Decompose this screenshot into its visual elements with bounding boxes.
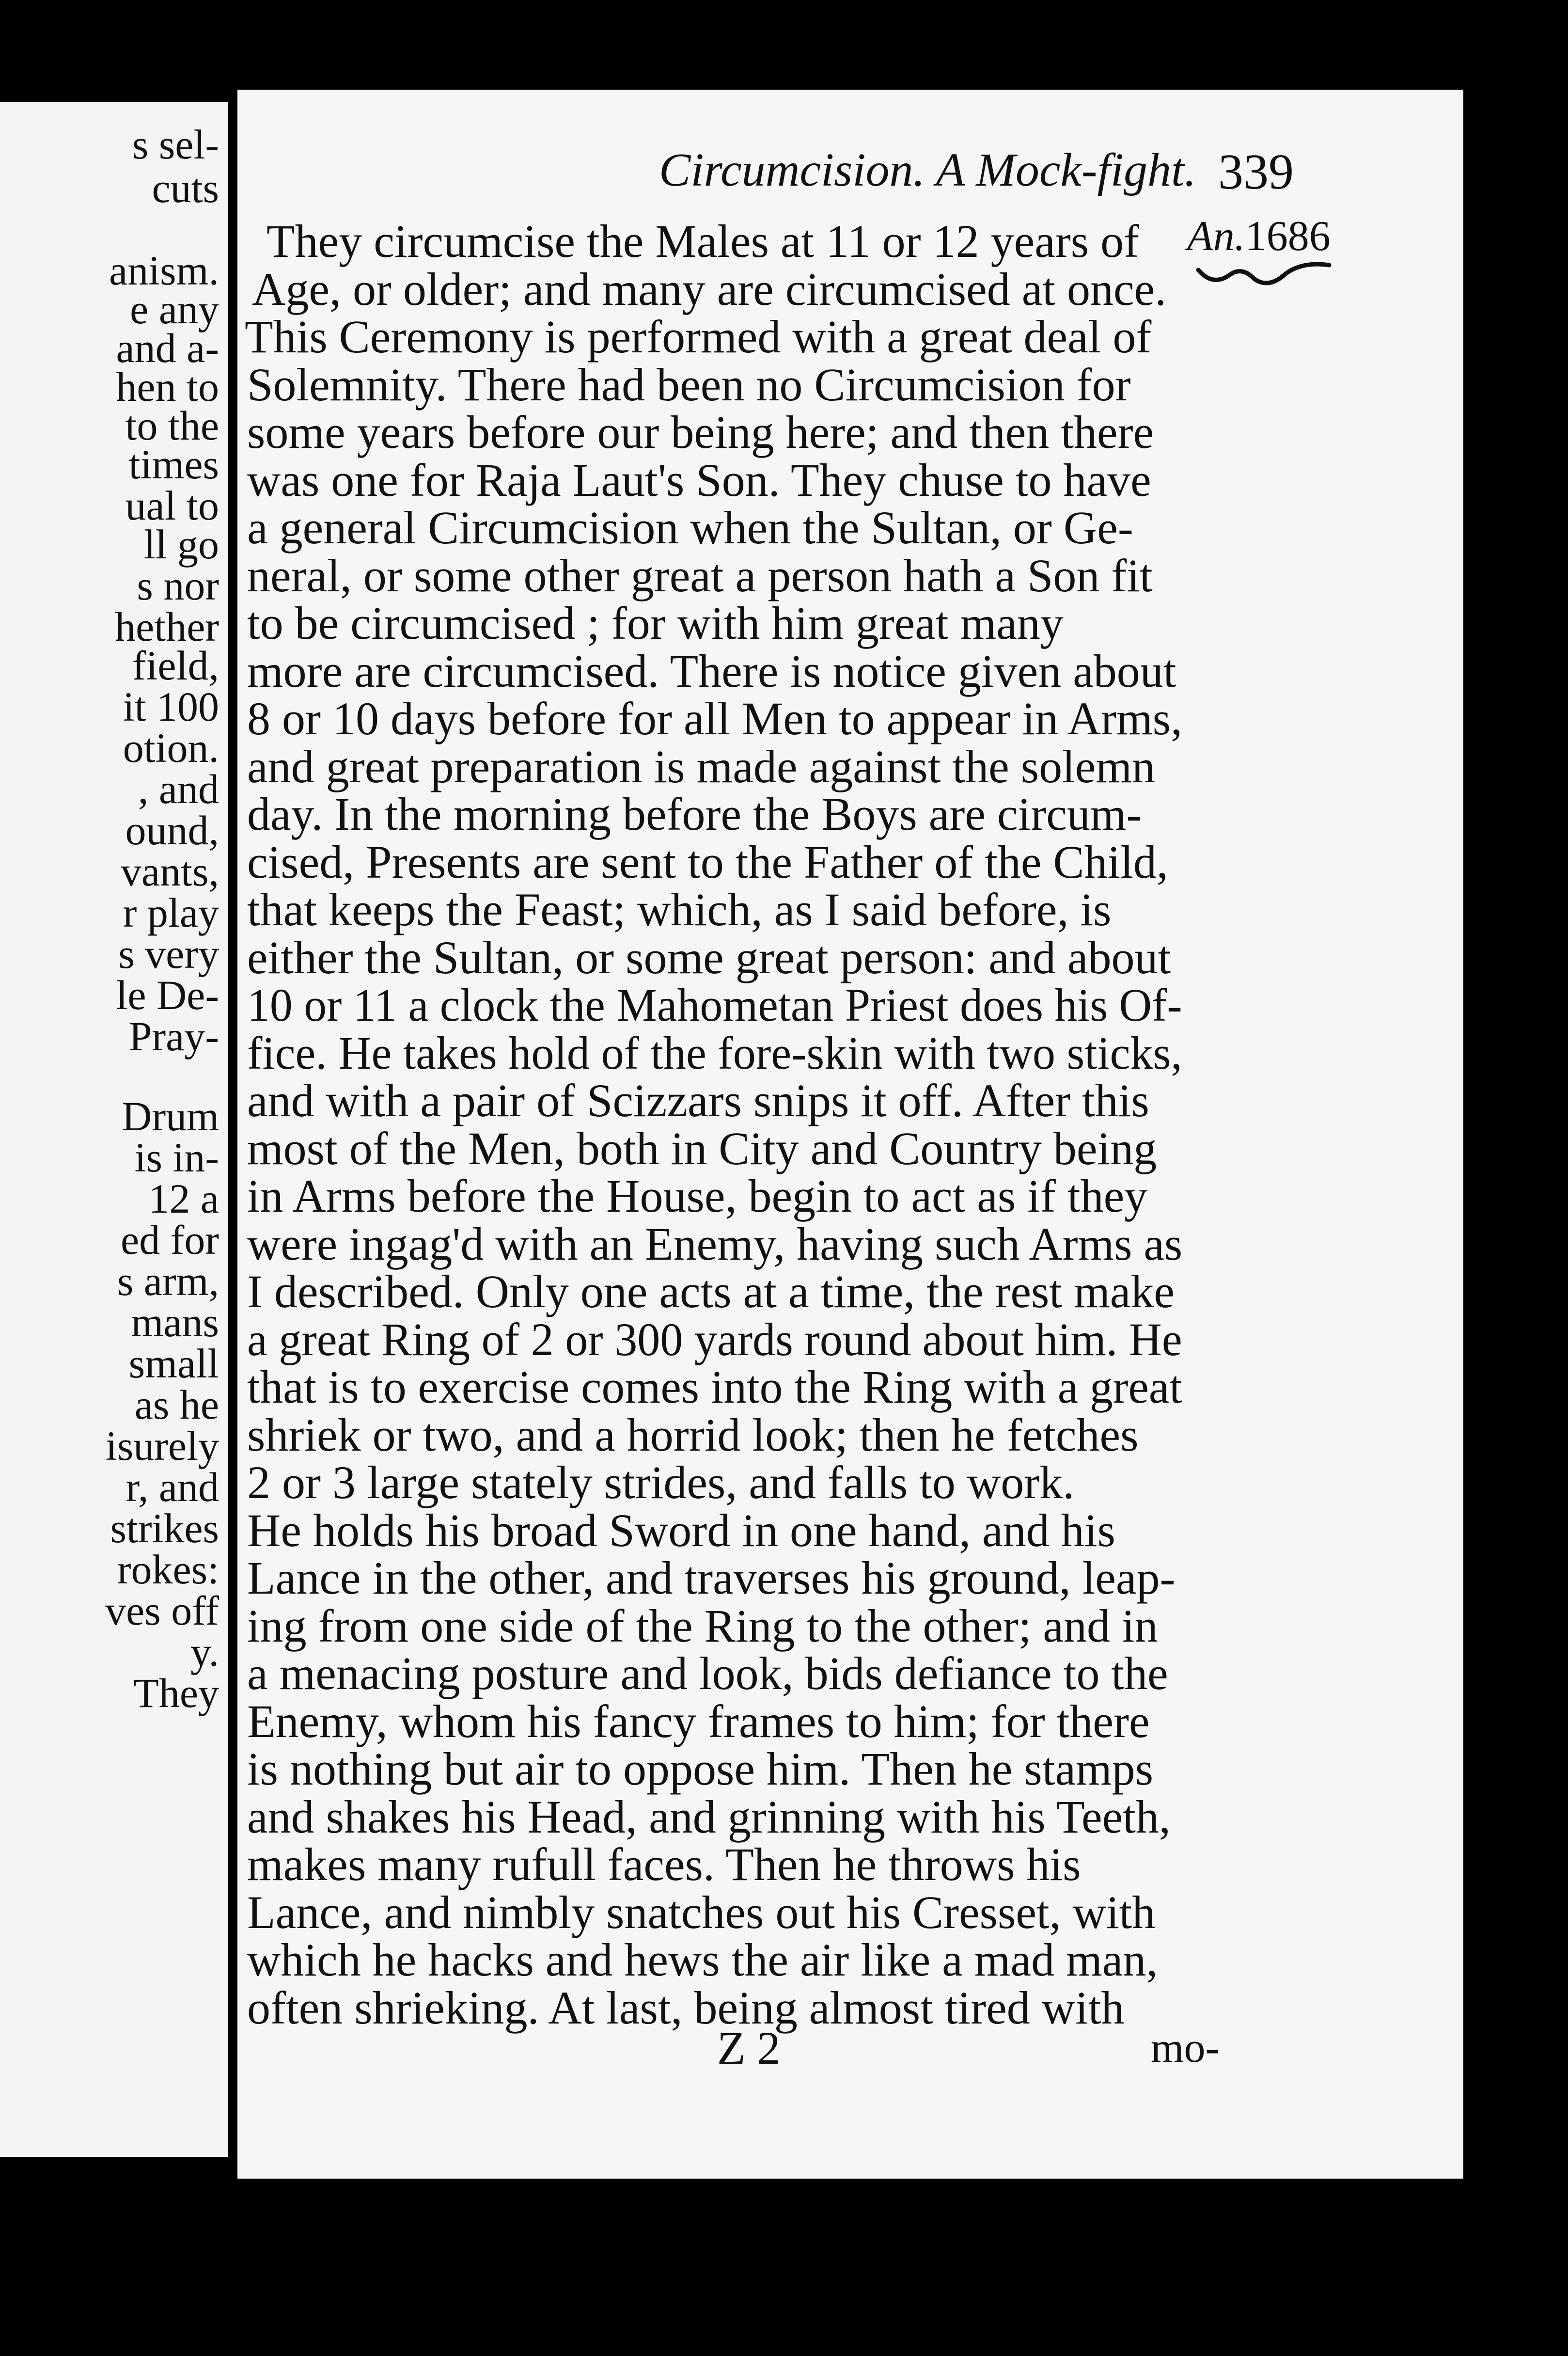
body-line: that keeps the Feast; which, as I said before, is: [247, 884, 1112, 935]
body-line: Age, or older; and many are circumcised at once.: [252, 263, 1167, 315]
body-line: is nothing but air to oppose him. Then he stamps: [247, 1743, 1154, 1795]
body-line: which he hacks and hews the air like a mad man,: [247, 1934, 1158, 1986]
left-page-fragment: [0, 102, 228, 2157]
body-line: and great preparation is made against the solemn: [247, 740, 1156, 792]
body-line: more are circumcised. There is notice given about: [247, 645, 1176, 697]
left-page-line: e any: [130, 286, 219, 332]
body-line: Lance, and nimbly snatches out his Cresset, with: [247, 1886, 1156, 1938]
left-page-line: r play: [123, 889, 219, 936]
margin-year-note: [1187, 212, 1331, 261]
body-line: ing from one side of the Ring to the other; and in: [247, 1599, 1158, 1652]
left-page-line: ound,: [125, 807, 219, 854]
body-line: a menacing posture and look, bids defiance to the: [247, 1647, 1168, 1699]
body-line: often shrieking. At last, being almost tired with: [247, 1981, 1125, 2034]
left-page-line: vants,: [120, 848, 219, 895]
left-page-line: cuts: [152, 165, 219, 211]
margin-an: An.: [1187, 213, 1245, 260]
left-page-line: y.: [190, 1629, 219, 1675]
body-line: either the Sultan, or some great person: and about: [247, 931, 1171, 983]
left-page-line: ed for: [121, 1217, 219, 1263]
left-page-line: hen to: [116, 364, 219, 410]
left-page-line: times: [128, 441, 219, 488]
left-page-line: otion.: [123, 725, 219, 771]
left-page-line: is in-: [134, 1134, 219, 1181]
left-page-line: s sel-: [132, 121, 219, 168]
body-line: day. In the morning before the Boys are circum-: [247, 788, 1142, 840]
left-page-line: , and: [138, 766, 219, 812]
body-line: some years before our being here; and then there: [247, 406, 1154, 458]
left-page-line: hether: [115, 603, 219, 650]
running-header: Circumcision. A Mock-fight.: [659, 144, 1196, 196]
body-line: I described. Only one acts at a time, the rest make: [247, 1265, 1175, 1317]
body-line: 2 or 3 large stately strides, and falls to work.: [247, 1456, 1075, 1508]
body-line: Enemy, whom his fancy frames to him; for there: [247, 1695, 1150, 1747]
left-page-line: ves off: [105, 1587, 219, 1634]
body-line: He holds his broad Sword in one hand, and his: [247, 1504, 1115, 1556]
left-page-line: le De-: [116, 972, 219, 1018]
body-line: a general Circumcision when the Sultan, or Ge-: [247, 502, 1133, 553]
body-line: that is to exercise comes into the Ring with a great: [247, 1361, 1182, 1413]
page-number: 339: [1218, 144, 1294, 200]
body-line: most of the Men, both in City and Country being: [247, 1122, 1157, 1174]
left-page-line: Pray-: [128, 1013, 219, 1059]
left-page-line: rokes:: [117, 1546, 219, 1593]
left-page-line: to the: [125, 402, 219, 449]
left-page-line: s nor: [137, 562, 219, 609]
body-line: to be circumcised ; for with him great many: [247, 597, 1064, 649]
body-line: was one for Raja Laut's Son. They chuse to have: [247, 454, 1151, 506]
left-page-line: s arm,: [117, 1258, 219, 1304]
swash-ornament: [1196, 260, 1332, 289]
left-page-line: 12 a: [148, 1175, 219, 1222]
body-line: Lance in the other, and traverses his ground, leap-: [247, 1552, 1176, 1604]
left-page-line: strikes: [110, 1505, 219, 1551]
left-page-line: They: [133, 1670, 219, 1716]
body-line: makes many rufull faces. Then he throws his: [247, 1838, 1081, 1890]
body-line: shriek or two, and a horrid look; then he fetches: [247, 1408, 1139, 1461]
left-page-line: mans: [131, 1299, 219, 1345]
body-line: neral, or some other great a person hath a Son fit: [247, 549, 1153, 601]
left-page-line: it 100: [123, 683, 219, 730]
body-line: This Ceremony is performed with a great deal of: [245, 311, 1152, 363]
left-page-line: and a-: [116, 325, 219, 371]
left-page-line: as he: [134, 1381, 219, 1428]
body-line: cised, Presents are sent to the Father of the Child,: [247, 836, 1168, 888]
body-line: They circumcise the Males at 11 or 12 years of: [267, 215, 1140, 267]
body-line: 8 or 10 days before for all Men to appear in Arms,: [247, 693, 1183, 744]
left-page-line: Drum: [122, 1093, 219, 1139]
catchword: mo-: [1151, 2024, 1220, 2071]
left-page-line: ual to: [125, 482, 219, 529]
left-page-line: anism.: [109, 247, 219, 294]
left-page-line: small: [128, 1340, 219, 1387]
margin-year: 1686: [1245, 213, 1331, 260]
left-page-line: field,: [132, 642, 219, 689]
main-page: [237, 90, 1463, 2179]
left-page-line: isurely: [105, 1423, 219, 1469]
body-line: 10 or 11 a clock the Mahometan Priest does his Of-: [247, 979, 1182, 1031]
body-line: and with a pair of Scizzars snips it off. After this: [247, 1075, 1149, 1126]
body-line: and shakes his Head, and grinning with his Teeth,: [247, 1790, 1171, 1843]
left-page-line: ll go: [143, 521, 219, 568]
body-line: fice. He takes hold of the fore-skin with two sticks,: [247, 1027, 1182, 1079]
body-line: a great Ring of 2 or 300 yards round about him. He: [247, 1313, 1182, 1365]
body-line: in Arms before the House, begin to act as if they: [247, 1170, 1148, 1222]
left-page-line: s very: [118, 931, 219, 977]
body-line: were ingag'd with an Enemy, having such Arms as: [247, 1218, 1183, 1270]
body-line: Solemnity. There had been no Circumcision for: [247, 358, 1131, 411]
signature-mark: Z 2: [717, 2022, 781, 2074]
left-page-line: r, and: [125, 1464, 219, 1510]
